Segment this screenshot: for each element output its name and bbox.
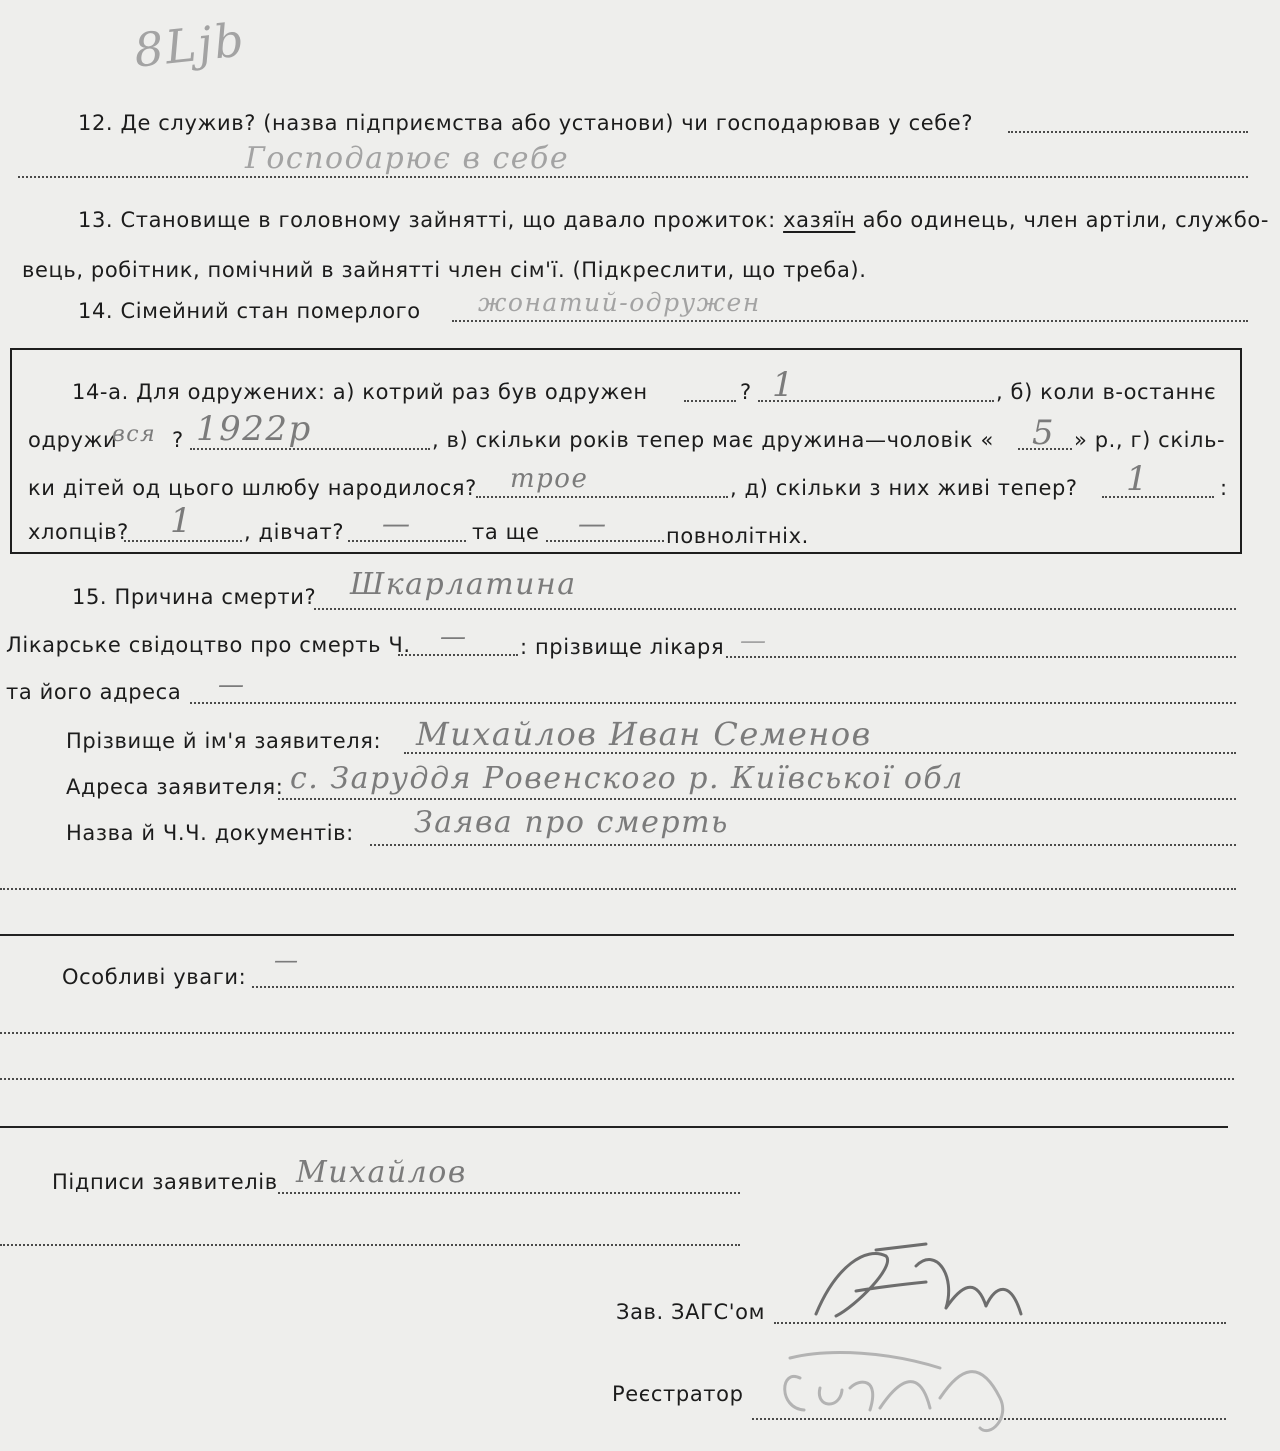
q15-answer: Шкарлатина — [350, 567, 577, 602]
applicant-docs: Заява про смерть — [414, 805, 729, 840]
q13-text-a: 13. Становище в головному зайнятті, що давало прожиток: — [78, 208, 784, 232]
q14a-l4-more: — — [578, 507, 608, 540]
cert-addr: — — [218, 670, 246, 700]
q14a-l2-b: ? — [172, 428, 184, 452]
applicant-name-label: Прізвище й ім'я заявителя: — [66, 729, 382, 753]
q13-line-1 — [78, 210, 1269, 231]
q14a-l3-b: , д) скільки з них живі тепер? — [730, 476, 1078, 500]
applicant-docs-line — [370, 844, 1236, 846]
q14a-l2-d: » р., г) скіль- — [1074, 428, 1226, 452]
q14a-l2-age: 5 — [1032, 413, 1056, 453]
cert-label-b: : прізвище лікаря — [520, 635, 725, 659]
q14a-l4-b: , дівчат? — [244, 520, 345, 544]
cert-label-a: Лікарське свідоцтво про смерть Ч. — [6, 633, 411, 657]
q14a-l2-year: 1922р — [196, 409, 312, 449]
q14a-l3-dots-b — [1102, 496, 1214, 498]
q14a-l3-c: : — [1220, 476, 1228, 500]
q14a-l1-q: ? — [740, 380, 752, 404]
signatures-line-2 — [0, 1244, 740, 1246]
cert-doctor: — — [740, 626, 768, 656]
q14a-l3-alive: 1 — [1126, 459, 1150, 499]
cert-addr-label: та його адреса — [6, 680, 182, 704]
applicant-address: с. Заруддя Ровенского р. Київської обл — [290, 761, 964, 796]
q12-line-2 — [18, 176, 1248, 178]
q13-line-2: вець, робітник, помічний в зайнятті член сім'ї. (Підкреслити, що треба). — [22, 258, 867, 282]
q14a-l3-dots-a — [476, 496, 728, 498]
cert-doctor-line — [726, 656, 1236, 658]
cert-addr-line — [190, 702, 1236, 704]
q14a-l4-a: хлопців? — [28, 520, 129, 544]
blank-line-1 — [0, 888, 1236, 890]
zags-head-label: Зав. ЗАГС'ом — [616, 1300, 766, 1324]
q14a-l4-girls: — — [382, 507, 412, 540]
q14a-l4-boys: 1 — [170, 501, 194, 541]
q15-line — [314, 608, 1236, 610]
q15-label: 15. Причина смерти? — [72, 585, 317, 609]
cert-number-line — [398, 654, 518, 656]
signatures-label: Підписи заявителів — [52, 1170, 278, 1194]
applicant-name: Михайлов Иван Семенов — [416, 715, 872, 753]
notes-line-3 — [0, 1078, 1234, 1080]
q14a-l1-dots-a — [684, 400, 736, 402]
section-rule-1 — [0, 934, 1234, 936]
q14a-l4-c: та ще — [472, 520, 540, 544]
q14a-l4-d: повнолітніх. — [666, 524, 809, 548]
corner-pencil-note: 8Ljb — [131, 12, 249, 78]
q14a-l2-a: одружи — [28, 428, 118, 452]
q14a-l4-dots-girls — [348, 540, 466, 542]
registrar-label: Реєстратор — [612, 1382, 744, 1406]
q12-answer: Господарює в себе — [245, 141, 570, 176]
q13-text-b: або одинець, член артіли, службо- — [855, 208, 1269, 232]
applicant-addr-label: Адреса заявителя: — [66, 775, 284, 799]
notes-line-1 — [252, 986, 1234, 988]
applicant-docs-label: Назва й Ч.Ч. документів: — [66, 821, 354, 845]
notes-value: — — [274, 946, 300, 974]
cert-number: — — [440, 622, 468, 652]
signatures-line-1 — [278, 1192, 740, 1194]
q14a-l4-dots-more — [546, 540, 664, 542]
notes-line-2 — [0, 1032, 1234, 1034]
zags-head-signature — [796, 1236, 1046, 1336]
q14a-l1-b: , б) коли в-останнє — [996, 380, 1217, 404]
notes-label: Особливі уваги: — [62, 965, 247, 989]
q14a-l3-a: ки дітей од цього шлюбу народилося? — [28, 476, 477, 500]
q14a-l2-c: , в) скільки років тепер має дружина—чоловік « — [432, 428, 994, 452]
q14a-l3-children: трое — [510, 464, 589, 494]
q14-label: 14. Сімейний стан померлого — [78, 299, 421, 323]
q14a-l2-a-answer: вся — [112, 422, 157, 447]
q14-answer: жонатий-одружен — [478, 288, 761, 317]
registrar-signature — [770, 1338, 1070, 1448]
applicant-signature: Михайлов — [296, 1155, 467, 1190]
q12-line-1 — [1008, 131, 1248, 133]
q14a-l1-a: 14-а. Для одружених: а) котрий раз був одружен — [72, 380, 648, 404]
q12-label: 12. Де служив? (назва підприємства або установи) чи господарював у себе? — [78, 111, 974, 135]
q14-line — [452, 320, 1248, 322]
q13-underlined-choice: хазяїн — [783, 208, 856, 232]
q14a-l1-answer: 1 — [772, 365, 796, 405]
applicant-addr-line — [278, 798, 1236, 800]
section-rule-2 — [0, 1126, 1228, 1128]
